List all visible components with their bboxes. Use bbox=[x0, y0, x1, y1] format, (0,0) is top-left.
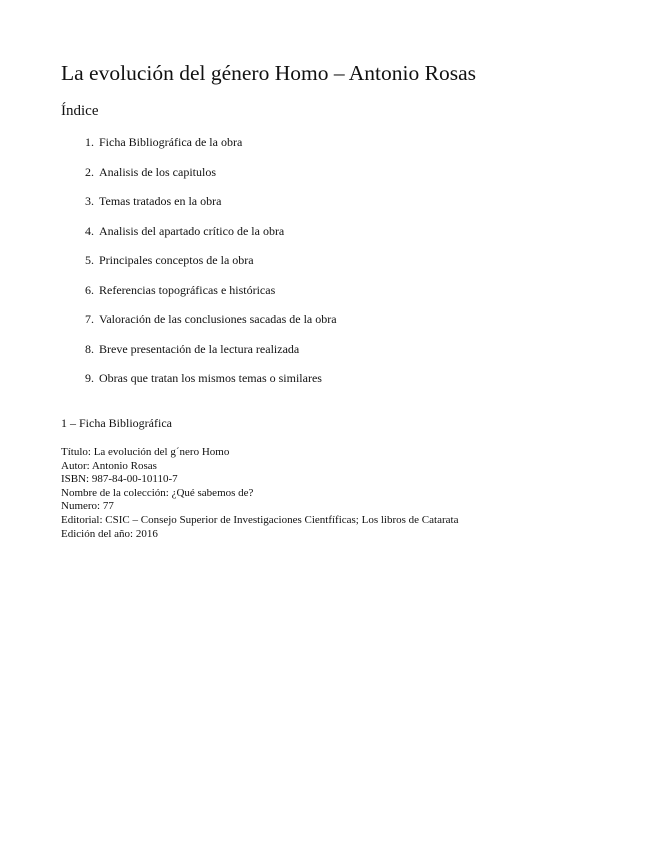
toc-label: Breve presentación de la lectura realizada bbox=[99, 341, 300, 356]
toc-number: 1. bbox=[85, 135, 94, 149]
biblio-edition-line: Edición del año: 2016 bbox=[61, 527, 158, 540]
index-heading: Índice bbox=[61, 103, 99, 119]
toc-label: Referencias topográficas e históricas bbox=[99, 282, 276, 297]
toc-number: 8. bbox=[85, 341, 94, 356]
biblio-author-line: Autor: Antonio Rosas bbox=[61, 459, 157, 472]
toc-number: 7. bbox=[85, 312, 94, 326]
toc-label: Obras que tratan los mismos temas o similares bbox=[99, 371, 322, 385]
toc-number: 4. bbox=[85, 223, 94, 238]
toc-label: Principales conceptos de la obra bbox=[99, 253, 254, 267]
toc-label: Valoración de las conclusiones sacadas de la obra bbox=[99, 312, 337, 326]
document-title: La evolución del género Homo – Antonio Rosas bbox=[61, 61, 476, 85]
biblio-number-line: Numero: 77 bbox=[61, 500, 114, 513]
section-heading-ficha: 1 – Ficha Bibliográfica bbox=[61, 416, 172, 430]
toc-label: Ficha Bibliográfica de la obra bbox=[99, 135, 243, 149]
toc-number: 6. bbox=[85, 282, 94, 297]
toc-number: 3. bbox=[85, 194, 94, 208]
biblio-isbn-line: ISBN: 987-84-00-10110-7 bbox=[61, 473, 178, 486]
toc-label: Temas tratados en la obra bbox=[99, 194, 222, 208]
bibliographic-record bbox=[61, 446, 458, 541]
toc-number: 2. bbox=[85, 164, 94, 179]
toc-number: 5. bbox=[85, 253, 94, 267]
biblio-title-line: Título: La evolución del g´nero Homo bbox=[61, 446, 230, 458]
toc-label: Analisis del apartado crítico de la obra bbox=[99, 223, 285, 238]
toc-label: Analisis de los capitulos bbox=[99, 164, 216, 179]
biblio-publisher-line: Editorial: CSIC – Consejo Superior de Investigaciones Cientfíficas; Los libros de Catarata bbox=[61, 513, 459, 526]
toc-number: 9. bbox=[85, 371, 94, 385]
biblio-collection-line: Nombre de la colección: ¿Qué sabemos de? bbox=[61, 486, 254, 499]
